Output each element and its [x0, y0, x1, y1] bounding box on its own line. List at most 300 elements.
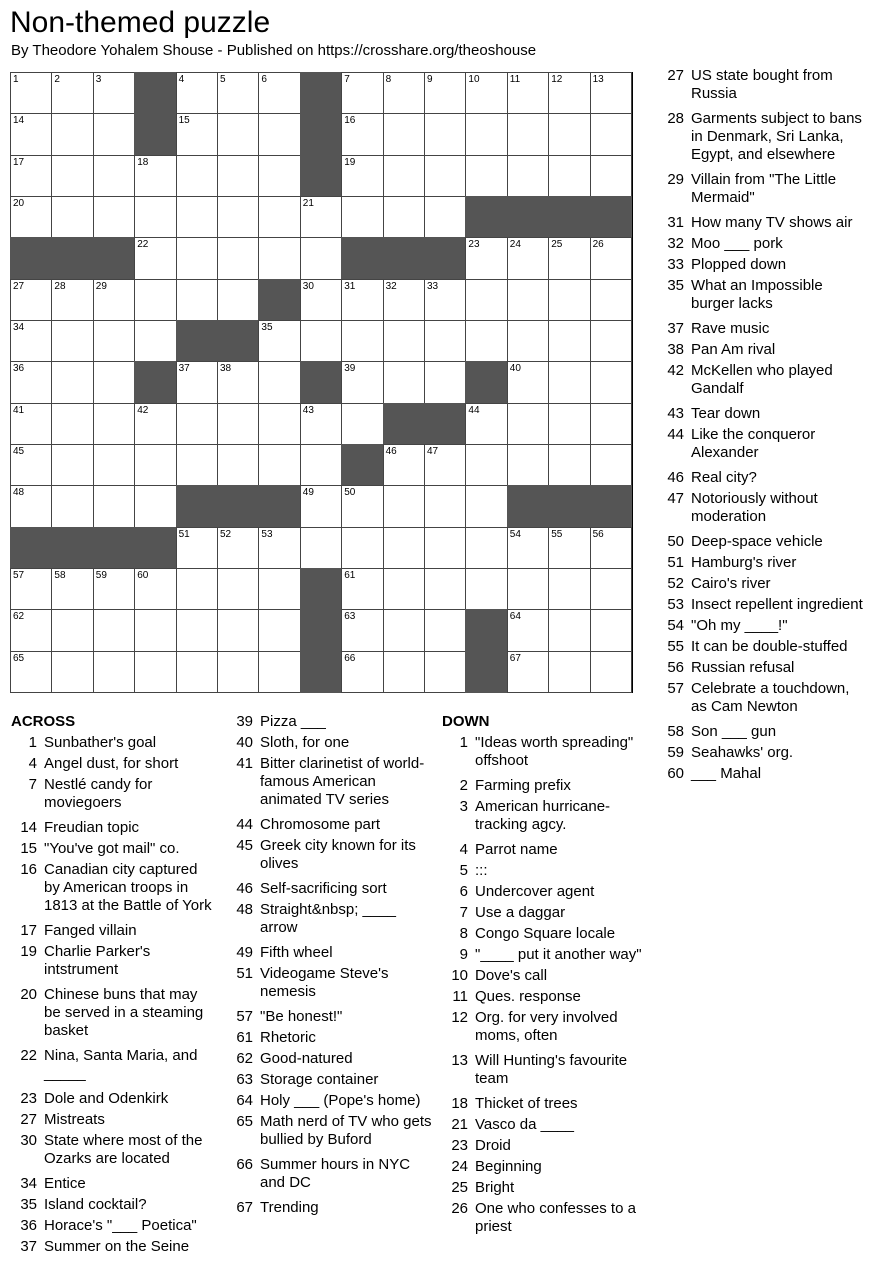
grid-cell[interactable] — [51, 485, 93, 527]
grid-cell[interactable] — [465, 279, 507, 321]
grid-cell[interactable] — [590, 237, 632, 279]
down-clue[interactable] — [667, 405, 866, 423]
clue-text: Greek city known for its olives — [260, 837, 416, 872]
grid-cell[interactable] — [341, 361, 383, 403]
down-clue[interactable] — [667, 469, 866, 487]
grid-cell[interactable] — [424, 196, 466, 238]
across-clue[interactable] — [20, 840, 214, 858]
grid-cell[interactable] — [300, 403, 342, 445]
grid-cell[interactable] — [341, 527, 383, 569]
grid-cell[interactable] — [341, 609, 383, 651]
down-clue[interactable] — [451, 967, 645, 985]
grid-cell[interactable] — [93, 72, 135, 114]
across-clue[interactable] — [236, 901, 432, 937]
across-clue[interactable] — [236, 1092, 432, 1110]
grid-cell[interactable] — [176, 279, 218, 321]
down-clue[interactable] — [451, 1116, 645, 1134]
grid-cell[interactable] — [176, 113, 218, 155]
across-clue[interactable] — [236, 944, 432, 962]
down-clue[interactable] — [667, 67, 866, 103]
grid-cell[interactable] — [590, 609, 632, 651]
across-clue[interactable] — [236, 755, 432, 809]
grid-cell[interactable] — [424, 72, 466, 114]
down-clue[interactable] — [451, 1179, 645, 1197]
grid-cell[interactable] — [465, 72, 507, 114]
grid-cell[interactable] — [341, 568, 383, 610]
grid-cell[interactable] — [507, 320, 549, 362]
grid-cell[interactable] — [465, 113, 507, 155]
grid-cell[interactable] — [134, 568, 176, 610]
grid-cell[interactable] — [341, 320, 383, 362]
grid-cell[interactable] — [176, 237, 218, 279]
down-clue[interactable] — [667, 744, 866, 762]
grid-cell[interactable] — [383, 196, 425, 238]
down-clue[interactable] — [667, 426, 866, 462]
grid-cell[interactable] — [176, 155, 218, 197]
grid-cell[interactable] — [383, 651, 425, 693]
grid-cell[interactable] — [590, 72, 632, 114]
down-clue[interactable] — [459, 946, 645, 964]
grid-cell[interactable] — [10, 444, 52, 486]
grid-cell[interactable] — [217, 568, 259, 610]
across-clue[interactable] — [236, 1029, 432, 1047]
grid-cell[interactable] — [51, 651, 93, 693]
across-clue[interactable] — [236, 1113, 432, 1149]
across-clue[interactable] — [28, 734, 214, 752]
grid-cell[interactable] — [10, 568, 52, 610]
down-clue[interactable] — [451, 1200, 645, 1236]
across-clue[interactable] — [20, 1132, 214, 1168]
down-clue[interactable] — [667, 617, 866, 635]
down-clue[interactable] — [451, 1158, 645, 1176]
grid-cell[interactable] — [176, 527, 218, 569]
clue-text: ___ Mahal — [691, 765, 762, 782]
grid-cell[interactable] — [548, 361, 590, 403]
down-clue[interactable] — [667, 680, 866, 716]
grid-cell[interactable] — [217, 279, 259, 321]
grid-cell[interactable] — [93, 113, 135, 155]
clue-text: Parrot name — [475, 841, 558, 858]
across-clue[interactable] — [20, 922, 214, 940]
clue-number: 18 — [451, 1095, 468, 1112]
down-clue[interactable] — [667, 575, 866, 593]
grid-cell[interactable] — [93, 196, 135, 238]
grid-cell[interactable] — [548, 237, 590, 279]
clue-text: Droid — [475, 1137, 511, 1154]
down-clue[interactable] — [459, 798, 645, 834]
down-clue[interactable] — [667, 554, 866, 572]
grid-cell[interactable] — [507, 403, 549, 445]
across-clue[interactable] — [20, 1217, 214, 1235]
grid-cell[interactable] — [217, 113, 259, 155]
grid-cell[interactable] — [258, 444, 300, 486]
grid-cell[interactable] — [424, 568, 466, 610]
grid-cell[interactable] — [51, 155, 93, 197]
clue-number: 37 — [20, 1238, 37, 1255]
down-clue[interactable] — [667, 533, 866, 551]
grid-cell[interactable] — [507, 361, 549, 403]
down-clue[interactable] — [667, 490, 866, 526]
across-clue[interactable] — [20, 1090, 214, 1108]
grid-cell[interactable] — [258, 237, 300, 279]
down-clue[interactable] — [667, 765, 866, 783]
grid-cell[interactable] — [341, 196, 383, 238]
grid-cell[interactable] — [548, 320, 590, 362]
across-clue[interactable] — [20, 1175, 214, 1193]
grid-cell[interactable] — [258, 196, 300, 238]
grid-cell[interactable] — [51, 196, 93, 238]
down-clue[interactable] — [667, 341, 866, 359]
grid-cell[interactable] — [217, 527, 259, 569]
grid-cell[interactable] — [258, 609, 300, 651]
across-clue[interactable] — [28, 755, 214, 773]
clue-number: 23 — [20, 1090, 37, 1107]
down-clue[interactable] — [667, 723, 866, 741]
grid-cell[interactable] — [134, 196, 176, 238]
grid-cell[interactable] — [176, 651, 218, 693]
grid-cell[interactable] — [548, 609, 590, 651]
grid-cell[interactable] — [10, 361, 52, 403]
grid-cell[interactable] — [93, 361, 135, 403]
grid-cell[interactable] — [341, 403, 383, 445]
grid-cell[interactable] — [134, 609, 176, 651]
grid-cell[interactable] — [548, 444, 590, 486]
clue-number: 27 — [20, 1111, 37, 1128]
clue-text: Farming prefix — [475, 777, 571, 794]
grid-cell[interactable] — [383, 113, 425, 155]
grid-cell[interactable] — [300, 237, 342, 279]
grid-cell[interactable] — [258, 113, 300, 155]
grid-cell[interactable] — [93, 609, 135, 651]
grid-cell[interactable] — [341, 113, 383, 155]
clue-number: 54 — [667, 617, 684, 634]
cell-number: 61 — [344, 569, 356, 581]
grid-cell[interactable] — [507, 279, 549, 321]
grid-cell[interactable] — [383, 527, 425, 569]
grid-cell[interactable] — [300, 196, 342, 238]
grid-cell[interactable] — [548, 403, 590, 445]
down-clue[interactable] — [451, 1009, 645, 1045]
grid-cell[interactable] — [258, 155, 300, 197]
black-square — [10, 527, 52, 569]
grid-cell[interactable] — [424, 609, 466, 651]
black-square — [176, 320, 218, 362]
grid-cell[interactable] — [548, 113, 590, 155]
clue-number: 59 — [667, 744, 684, 761]
grid-cell[interactable] — [507, 444, 549, 486]
grid-cell[interactable] — [465, 444, 507, 486]
grid-cell[interactable] — [590, 361, 632, 403]
grid-cell[interactable] — [548, 568, 590, 610]
clue-number: 28 — [667, 110, 684, 127]
down-clue[interactable] — [667, 171, 866, 207]
down-clue[interactable] — [452, 988, 645, 1006]
across-clue[interactable] — [20, 819, 214, 837]
down-clue[interactable] — [667, 277, 866, 313]
grid-cell[interactable] — [424, 651, 466, 693]
across-clue[interactable] — [236, 816, 432, 834]
grid-cell[interactable] — [590, 527, 632, 569]
grid-cell[interactable] — [383, 72, 425, 114]
down-clue[interactable] — [459, 925, 645, 943]
across-clue[interactable] — [236, 734, 432, 752]
grid-cell[interactable] — [176, 609, 218, 651]
clue-number: 2 — [459, 777, 468, 794]
grid-cell[interactable] — [93, 568, 135, 610]
grid-cell[interactable] — [217, 403, 259, 445]
cell-number: 53 — [261, 528, 273, 540]
grid-cell[interactable] — [341, 279, 383, 321]
grid-cell[interactable] — [51, 72, 93, 114]
across-clue[interactable] — [236, 965, 432, 1001]
across-clue[interactable] — [20, 1111, 214, 1129]
grid-cell[interactable] — [134, 320, 176, 362]
clue-text: Horace's "___ Poetica" — [44, 1217, 197, 1234]
grid-cell[interactable] — [424, 279, 466, 321]
clue-text: Moo ___ pork — [691, 235, 783, 252]
down-clue[interactable] — [459, 734, 645, 770]
grid-cell[interactable] — [51, 113, 93, 155]
down-clue[interactable] — [451, 1095, 645, 1113]
clue-number: 50 — [667, 533, 684, 550]
grid-cell[interactable] — [465, 485, 507, 527]
grid-cell[interactable] — [134, 155, 176, 197]
grid-cell[interactable] — [258, 527, 300, 569]
down-clue[interactable] — [667, 235, 866, 253]
down-clue[interactable] — [667, 256, 866, 274]
across-clue[interactable] — [236, 1008, 432, 1026]
grid-cell[interactable] — [507, 527, 549, 569]
grid-cell[interactable] — [217, 72, 259, 114]
grid-cell[interactable] — [507, 237, 549, 279]
black-square — [134, 527, 176, 569]
grid-cell[interactable] — [341, 485, 383, 527]
grid-cell[interactable] — [424, 320, 466, 362]
grid-cell[interactable] — [341, 155, 383, 197]
grid-cell[interactable] — [258, 403, 300, 445]
down-clue[interactable] — [451, 1137, 645, 1155]
across-clue[interactable] — [236, 880, 432, 898]
grid-cell[interactable] — [93, 651, 135, 693]
grid-cell[interactable] — [300, 527, 342, 569]
grid-cell[interactable] — [590, 113, 632, 155]
black-square — [465, 196, 507, 238]
grid-cell[interactable] — [507, 155, 549, 197]
grid-cell[interactable] — [258, 320, 300, 362]
grid-cell[interactable] — [176, 403, 218, 445]
across-clue[interactable] — [20, 1196, 214, 1214]
grid-cell[interactable] — [465, 155, 507, 197]
down-clue[interactable] — [667, 110, 866, 164]
grid-cell[interactable] — [590, 444, 632, 486]
across-clue[interactable] — [20, 861, 214, 915]
grid-cell[interactable] — [134, 485, 176, 527]
grid-cell[interactable] — [93, 403, 135, 445]
grid-cell[interactable] — [258, 361, 300, 403]
grid-cell[interactable] — [217, 196, 259, 238]
grid-cell[interactable] — [383, 361, 425, 403]
grid-cell[interactable] — [465, 527, 507, 569]
grid-cell[interactable] — [507, 113, 549, 155]
grid-cell[interactable] — [217, 237, 259, 279]
grid-cell[interactable] — [383, 155, 425, 197]
clue-number: 9 — [459, 946, 468, 963]
grid-cell[interactable] — [383, 320, 425, 362]
grid-cell[interactable] — [590, 320, 632, 362]
grid-cell[interactable] — [465, 237, 507, 279]
grid-cell[interactable] — [465, 568, 507, 610]
grid-cell[interactable] — [217, 444, 259, 486]
grid-cell[interactable] — [134, 237, 176, 279]
grid-cell[interactable] — [51, 444, 93, 486]
grid-cell[interactable] — [51, 609, 93, 651]
grid-cell[interactable] — [507, 609, 549, 651]
down-clue[interactable] — [451, 1052, 645, 1088]
grid-cell[interactable] — [134, 403, 176, 445]
grid-cell[interactable] — [93, 320, 135, 362]
grid-cell[interactable] — [134, 651, 176, 693]
grid-cell[interactable] — [217, 609, 259, 651]
grid-cell[interactable] — [424, 361, 466, 403]
grid-cell[interactable] — [10, 72, 52, 114]
black-square — [300, 651, 342, 693]
grid-cell[interactable] — [300, 485, 342, 527]
grid-cell[interactable] — [548, 527, 590, 569]
grid-cell[interactable] — [590, 568, 632, 610]
grid-cell[interactable] — [424, 485, 466, 527]
grid-cell[interactable] — [10, 403, 52, 445]
across-clue[interactable] — [236, 713, 432, 731]
grid-cell[interactable] — [383, 609, 425, 651]
black-square — [93, 527, 135, 569]
down-clue[interactable] — [459, 841, 645, 859]
grid-cell[interactable] — [51, 568, 93, 610]
down-clue[interactable] — [667, 638, 866, 656]
grid-cell[interactable] — [10, 485, 52, 527]
grid-cell[interactable] — [217, 361, 259, 403]
grid-cell[interactable] — [10, 651, 52, 693]
grid-cell[interactable] — [176, 444, 218, 486]
grid-cell[interactable] — [134, 279, 176, 321]
across-clue[interactable] — [20, 986, 214, 1040]
grid-cell[interactable] — [590, 155, 632, 197]
grid-cell[interactable] — [590, 279, 632, 321]
grid-cell[interactable] — [10, 196, 52, 238]
grid-cell[interactable] — [548, 155, 590, 197]
down-clue[interactable] — [459, 777, 645, 795]
clue-text: Chinese buns that may be served in a steaming basket — [44, 986, 204, 1039]
grid-cell[interactable] — [424, 527, 466, 569]
grid-cell[interactable] — [383, 568, 425, 610]
grid-cell[interactable] — [134, 444, 176, 486]
down-clue[interactable] — [667, 320, 866, 338]
across-clue[interactable] — [236, 1199, 432, 1217]
grid-cell[interactable] — [258, 72, 300, 114]
grid-cell[interactable] — [590, 403, 632, 445]
grid-cell[interactable] — [465, 320, 507, 362]
grid-cell[interactable] — [383, 485, 425, 527]
grid-cell[interactable] — [51, 361, 93, 403]
grid-cell[interactable] — [10, 155, 52, 197]
cell-number: 12 — [551, 74, 563, 85]
grid-cell[interactable] — [51, 279, 93, 321]
across-clue[interactable] — [20, 1047, 214, 1083]
grid-cell[interactable] — [93, 155, 135, 197]
grid-cell[interactable] — [10, 320, 52, 362]
grid-cell[interactable] — [383, 444, 425, 486]
grid-cell[interactable] — [465, 403, 507, 445]
grid-cell[interactable] — [258, 568, 300, 610]
grid-cell[interactable] — [590, 651, 632, 693]
clue-number: 67 — [236, 1199, 253, 1216]
grid-cell[interactable] — [507, 72, 549, 114]
across-clue[interactable] — [20, 1238, 214, 1256]
clue-number: 21 — [451, 1116, 468, 1133]
grid-cell[interactable] — [424, 113, 466, 155]
across-clue[interactable] — [20, 943, 214, 979]
grid-cell[interactable] — [300, 279, 342, 321]
grid-cell[interactable] — [10, 113, 52, 155]
grid-cell[interactable] — [51, 320, 93, 362]
grid-cell[interactable] — [51, 403, 93, 445]
clue-number: 33 — [667, 256, 684, 273]
grid-cell[interactable] — [176, 196, 218, 238]
across-clue[interactable] — [28, 776, 214, 812]
grid-cell[interactable] — [176, 568, 218, 610]
grid-cell[interactable] — [383, 279, 425, 321]
across-clue[interactable] — [236, 837, 432, 873]
grid-cell[interactable] — [10, 609, 52, 651]
clue-text: State where most of the Ozarks are located — [44, 1132, 203, 1167]
clue-text: Real city? — [691, 469, 757, 486]
grid-cell[interactable] — [93, 444, 135, 486]
grid-cell[interactable] — [93, 485, 135, 527]
across-clue[interactable] — [236, 1156, 432, 1192]
across-clue[interactable] — [236, 1071, 432, 1089]
down-clue[interactable] — [667, 214, 866, 232]
down-clue[interactable] — [667, 596, 866, 614]
grid-cell[interactable] — [341, 72, 383, 114]
byline: By Theodore Yohalem Shouse - Published on https://crosshare.org/theoshouse — [11, 42, 537, 59]
grid-cell[interactable] — [424, 155, 466, 197]
grid-cell[interactable] — [217, 651, 259, 693]
grid-cell[interactable] — [424, 444, 466, 486]
down-clue[interactable] — [459, 883, 645, 901]
grid-cell[interactable] — [548, 279, 590, 321]
grid-cell[interactable] — [258, 651, 300, 693]
grid-cell[interactable] — [176, 72, 218, 114]
down-clue[interactable] — [459, 904, 645, 922]
grid-cell[interactable] — [548, 651, 590, 693]
grid-cell[interactable] — [507, 651, 549, 693]
grid-cell[interactable] — [507, 568, 549, 610]
down-clue[interactable] — [667, 362, 866, 398]
grid-cell[interactable] — [548, 72, 590, 114]
grid-cell[interactable] — [93, 279, 135, 321]
grid-cell[interactable] — [341, 651, 383, 693]
down-clue[interactable] — [459, 862, 645, 880]
cell-number: 31 — [344, 280, 356, 292]
grid-cell[interactable] — [176, 361, 218, 403]
grid-cell[interactable] — [300, 320, 342, 362]
clue-text: Canadian city captured by American troops in 1813 at the Battle of York — [44, 861, 212, 914]
down-clue[interactable] — [667, 659, 866, 677]
across-clue[interactable] — [236, 1050, 432, 1068]
clue-number: 10 — [451, 967, 468, 984]
grid-cell[interactable] — [300, 444, 342, 486]
grid-cell[interactable] — [10, 279, 52, 321]
grid-cell[interactable] — [217, 155, 259, 197]
